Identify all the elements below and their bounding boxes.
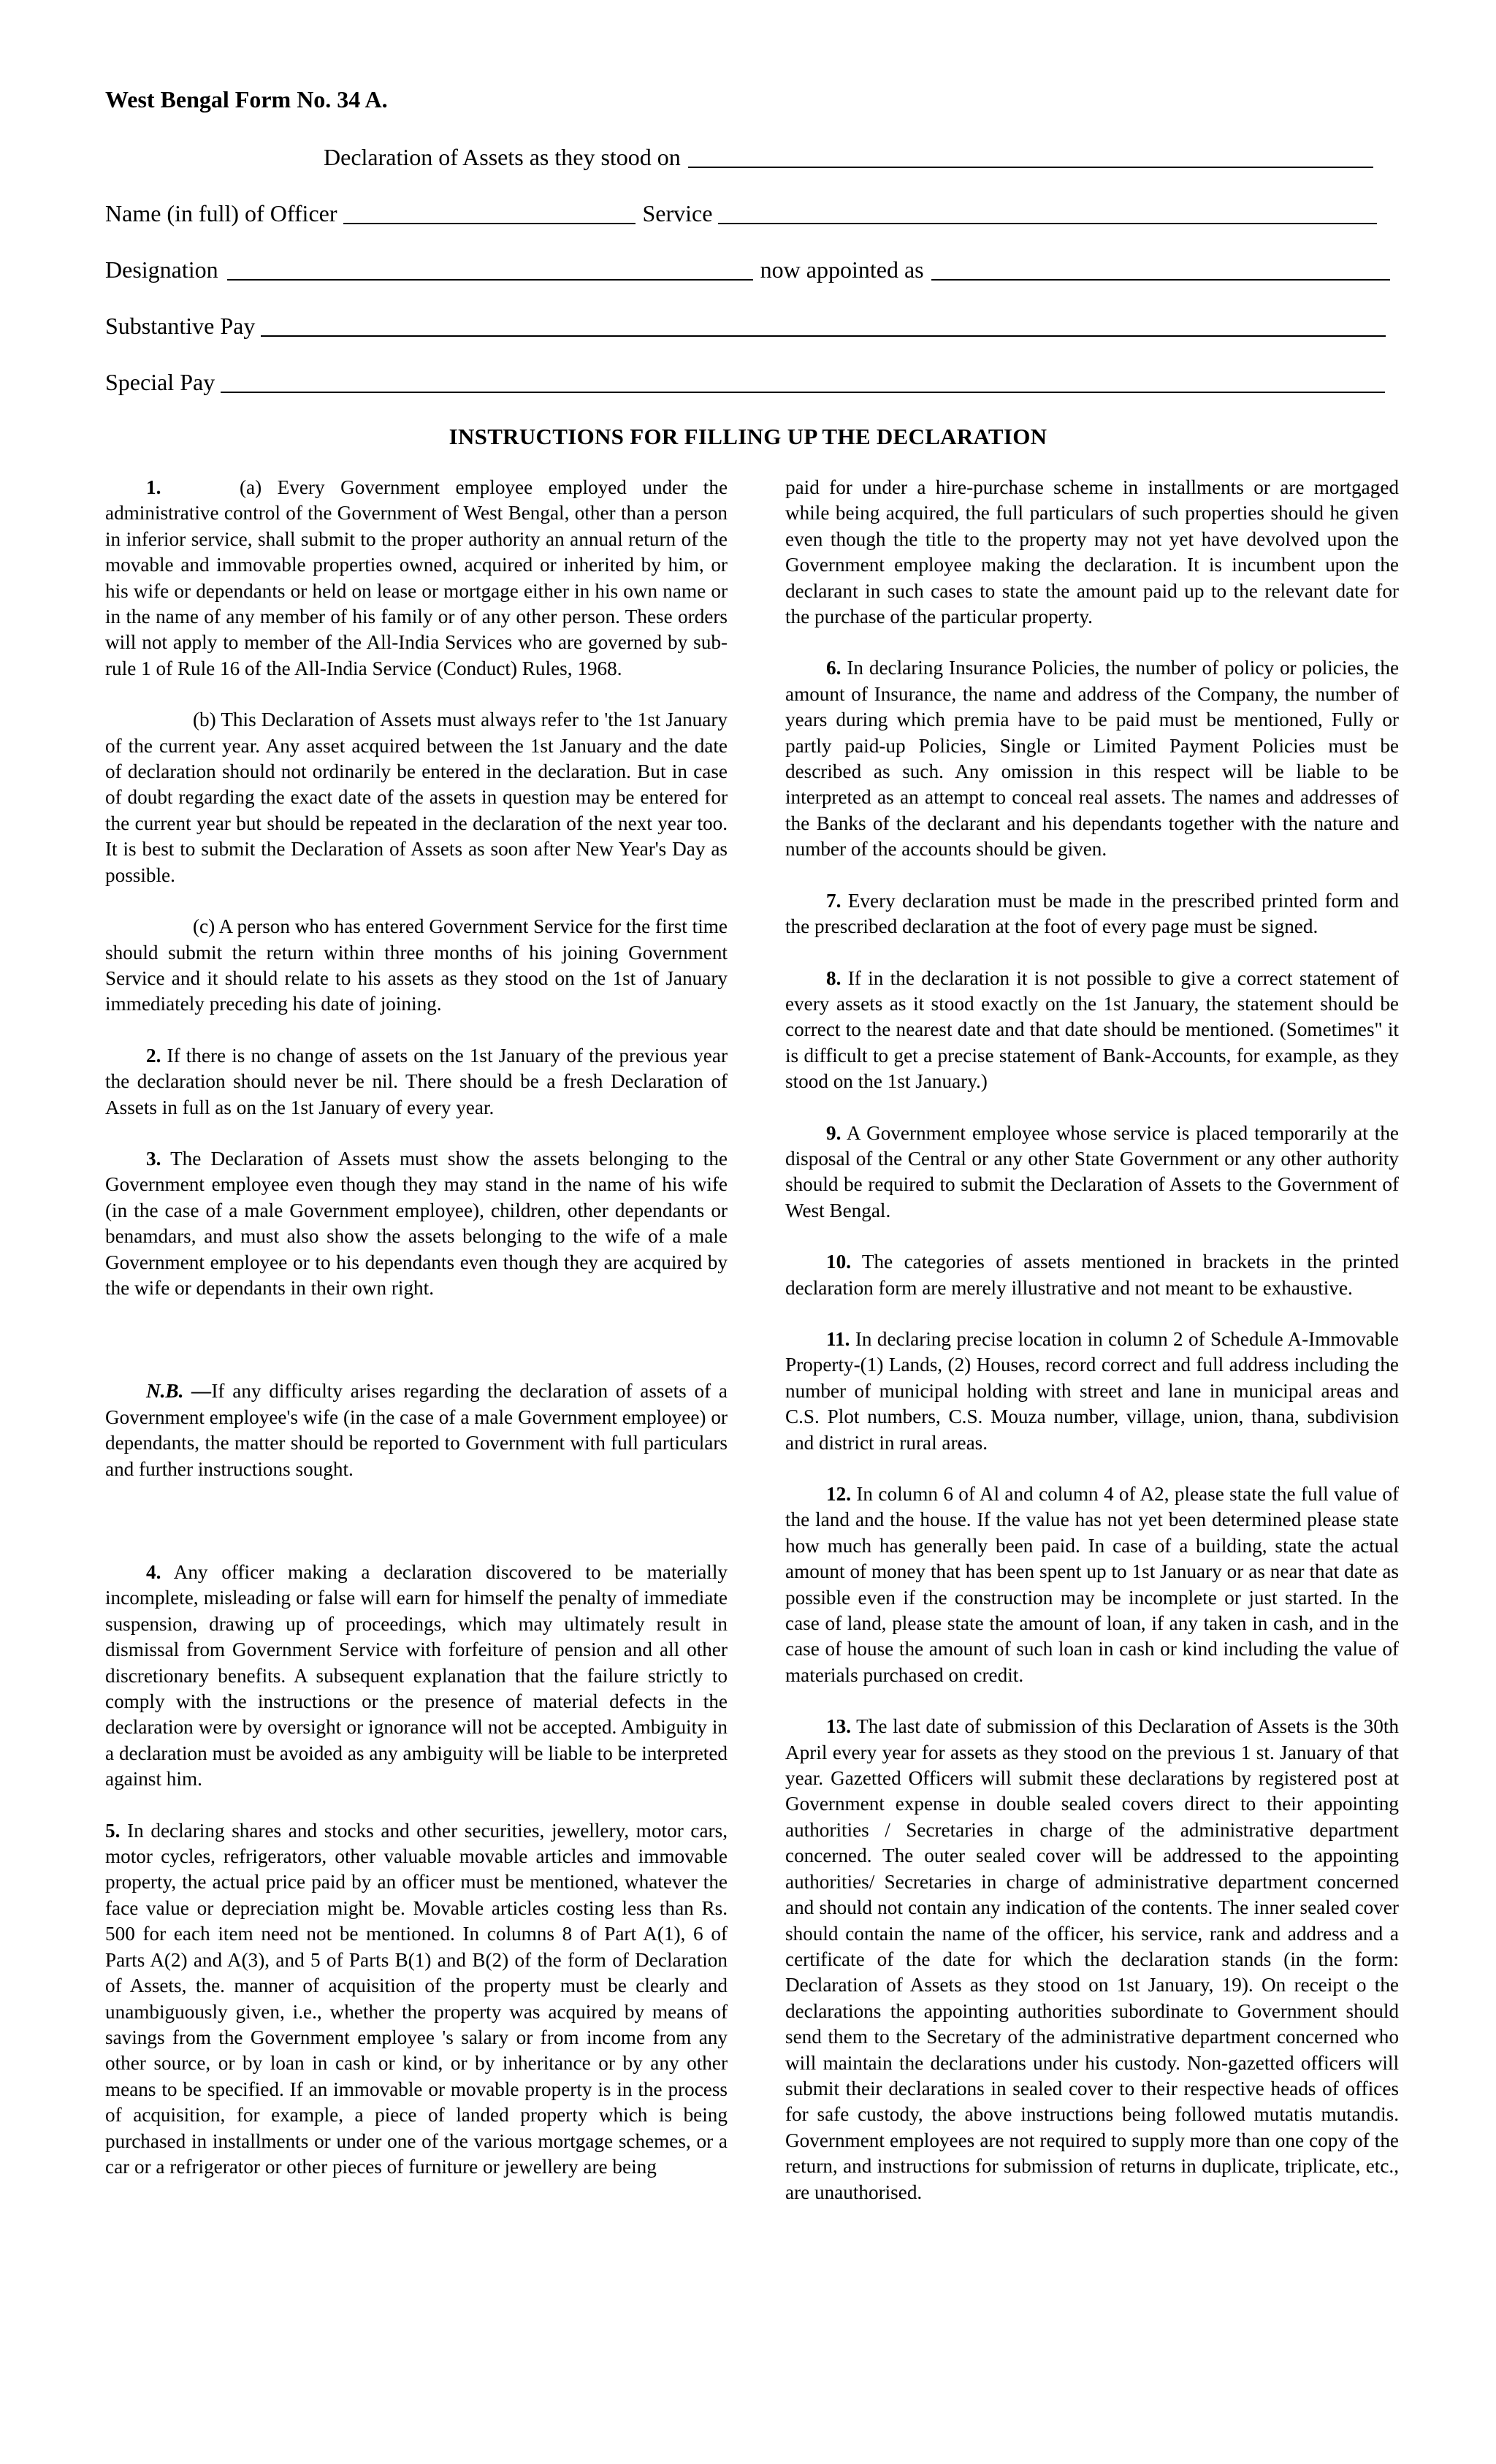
instruction-6: 6. In declaring Insurance Policies, the number of policy or policies, the amount of Insurance, the name and address of the Company, the number of years during which premia have to be paid must be mentioned, Fully or partly paid-up Policies, Single or Limited Payment Policies must be described as such. Any omission in this respect will be liable to be interpreted as an attempt to conceal real assets. The names and addresses of the Banks of the declarant and his dependants together with the nature and number of the accounts should be given. [785, 657, 1400, 861]
special-pay-line [105, 368, 1385, 396]
substantive-pay-label: Substantive Pay [105, 313, 256, 339]
instruction-2: 2. If there is no change of assets on the 1st January of the previous year the declaration should never be nil. There should be a fresh Declaration of Assets in full as on the 1st January of every year. [105, 1044, 728, 1118]
instruction-1-number: 1. [146, 476, 161, 498]
instruction-1a: 1. (a) Every Government employee employed under the administrative control of the Government of West Bengal, other than a person in inferior service, shall submit to the proper authority an annual return of the movable and immovable properties owned, acquired or inherited by him, or his wife or dependants or held on lease or mortgage either in his own name or in the name of any member of his family or of any other person. These orders will not apply to member of the All-India Services who are governed by sub-rule 1 of Rule 16 of the All-India Service (Conduct) Rules, 1968. [105, 476, 728, 679]
special-pay-label: Special Pay [105, 369, 215, 395]
instruction-1c: (c) A person who has entered Government Service for the first time should submit the return within three months of his joining Government Service and it should relate to his assets as they stood on the 1st of January immediately preceding his date of joining. [105, 915, 728, 1015]
form-number: West Bengal Form No. 34 A. [105, 86, 388, 112]
nb-label: N.B. — [146, 1380, 212, 1403]
designation-label: Designation [105, 256, 218, 283]
declaration-date-field[interactable] [688, 145, 1373, 168]
instruction-7: 7. Every declaration must be made in the prescribed printed form and the prescribed declaration at the foot of every page must be signed. [785, 889, 1399, 938]
instruction-4: 4. Any officer making a declaration discovered to be materially incomplete, misleading or false will earn for himself the penalty of immediate suspension, drawing up of proceedings, which may ultimately result in dismissal from Government Service with forfeiture of pension and all other discretionary benefits. A subsequent explanation that the failure strictly to comply with the instructions or the presence of material defects in the declaration were by oversight or ignorance will not be accepted. Ambiguity in a declaration must be avoided as any ambiguity will be liable to be interpreted against him. [105, 1561, 728, 1790]
substantive-pay-field[interactable] [261, 313, 1386, 337]
declaration-date-line [324, 143, 1373, 171]
special-pay-field[interactable] [221, 370, 1385, 393]
name-service-line [105, 199, 1377, 227]
instructions-left-column [105, 475, 728, 2180]
service-label: Service [642, 200, 713, 226]
instruction-1b: (b) This Declaration of Assets must always refer to 'the 1st January of the current year. Any asset acquired between the 1st January and the date of declaration should not ordinarily be entered in the declaration. But in case of doubt regarding the exact date of the assets in question may be entered for the current year but should be repeated in the declaration of the next year too. It is best to submit the Declaration of Assets as soon after New Year's Day as possible. [105, 709, 728, 886]
instructions-right-column [785, 475, 1399, 2205]
instructions-heading: INSTRUCTIONS FOR FILLING UP THE DECLARATION [449, 424, 1047, 449]
instruction-12: 12. In column 6 of Al and column 4 of A2, please state the full value of the land and the house. If the value has not yet been determined please state how much has generally been paid. In case of a building, state the actual amount of money that has been spent up to 1st January or as near that date as possible even if the construction may be incomplete or just started. In the case of land, please state the amount of loan, if any taken in cash, and in the case of house the amount of such loan in cash or kind including the value of materials purchased on credit. [785, 1483, 1400, 1686]
service-field[interactable] [718, 201, 1377, 224]
instruction-5-continued: paid for under a hire-purchase scheme in installments or are mortgaged while being acquired, the full particulars of such properties should he given even though the title to the property may not yet have devolved upon the Government employee making the declaration. It is incumbent upon the declarant in such cases to state the amount paid up to the relevant date for the purchase of the particular property. [785, 476, 1399, 628]
instruction-9: 9. A Government employee whose service is placed temporarily at the disposal of the Central or any other State Government or any other authority should be required to submit the Declaration of Assets to the Government of West Bengal. [785, 1121, 1399, 1221]
substantive-pay-line [105, 312, 1386, 340]
instruction-11: 11. In declaring precise location in column 2 of Schedule A-Immovable Property-(1) Lands, (2) Houses, record correct and full address including the number of municipal holding with street and lane in municipal areas and C.S. Plot numbers, C.S. Mouza number, village, union, thana, subdivision and district in rural areas. [785, 1327, 1399, 1454]
officer-name-field[interactable] [343, 201, 636, 224]
instruction-nb: N.B. —If any difficulty arises regarding the declaration of assets of a Government employee's wife (in the case of a male Government employee) or dependants, the matter should be reported to Government with full particulars and further instructions sought. [105, 1380, 728, 1480]
instruction-5: 5. In declaring shares and stocks and other securities, jewellery, motor cars, motor cycles, refrigerators, other valuable movable articles and immovable property, the actual price paid by an officer must be mentioned, whatever the face value or depreciation might be. Movable articles costing less than Rs. 500 for each item need not be mentioned. In columns 8 of Part A(1), 6 of Parts A(2) and A(3), and 5 of Parts B(1) and B(2) of the form of Declaration of Assets, the. manner of acquisition of the property must be clearly and unambiguously given, i.e., whether the property was acquired by means of savings from the Government employee 's salary or from income from any other source, or by loan in cash or kind, or by inheritance or by any other means to be specified. If an immovable or movable property is in the process of acquisition, for example, a piece of landed property which is being purchased in installments or under one of the various mortgage schemes, or a car or a refrigerator or other pieces of furniture or jewellery are being [105, 1819, 728, 2178]
instruction-3: 3. The Declaration of Assets must show the assets belonging to the Government employee even though they may stand in the name of his wife (in the case of a male Government employee), children, other dependants or benamdars, and must also show the assets belonging to the wife of a male Government employee or to his dependants even though they are acquired by the wife or dependants in their own right. [105, 1147, 728, 1299]
appointed-as-label: now appointed as [760, 256, 924, 283]
declaration-date-label: Declaration of Assets as they stood on [324, 144, 681, 170]
designation-field[interactable] [227, 257, 753, 281]
designation-line [105, 256, 1390, 283]
instruction-13: 13. The last date of submission of this Declaration of Assets is the 30th April every year for assets as they stood on the previous 1 st. January of that year. Gazetted Officers will submit these declarations by registered post at Government expense in double sealed covers direct to their appointing authorities / Secretaries in charge of the administrative department concerned. The outer sealed cover will be addressed to the appointing authorities/ Secretaries in charge of administrative department concerned and should not contain any indication of the contents. The inner sealed cover should contain the name of the officer, his service, rank and address and a certificate of the date for which the declaration stands (in the form: Declaration of Assets as they stood on 1st January, 19). On receipt o the declarations the appointing authorities subordinate to Government should send them to the Secretary of the administrative department concerned who will maintain the declarations under his custody. Non-gazetted officers will submit their declarations in sealed cover to their respective heads of offices for safe custody, the above instructions being followed mutatis mutandis. Government employees are not required to supply more than one copy of the return, and instructions for submission of returns in duplicate, triplicate, etc., are unauthorised. [785, 1715, 1399, 2203]
instruction-10: 10. The categories of assets mentioned in brackets in the printed declaration form are merely illustrative and not meant to be exhaustive. [785, 1251, 1399, 1299]
appointed-as-field[interactable] [931, 257, 1390, 281]
officer-name-label: Name (in full) of Officer [105, 200, 337, 226]
instruction-8: 8. If in the declaration it is not possible to give a correct statement of every assets as it stood exactly on the 1st January, the statement should be correct to the nearest date and that date should be mentioned. (Sometimes" it is difficult to get a precise statement of Bank-Accounts, for example, as they stood on the 1st January.) [785, 966, 1400, 1093]
